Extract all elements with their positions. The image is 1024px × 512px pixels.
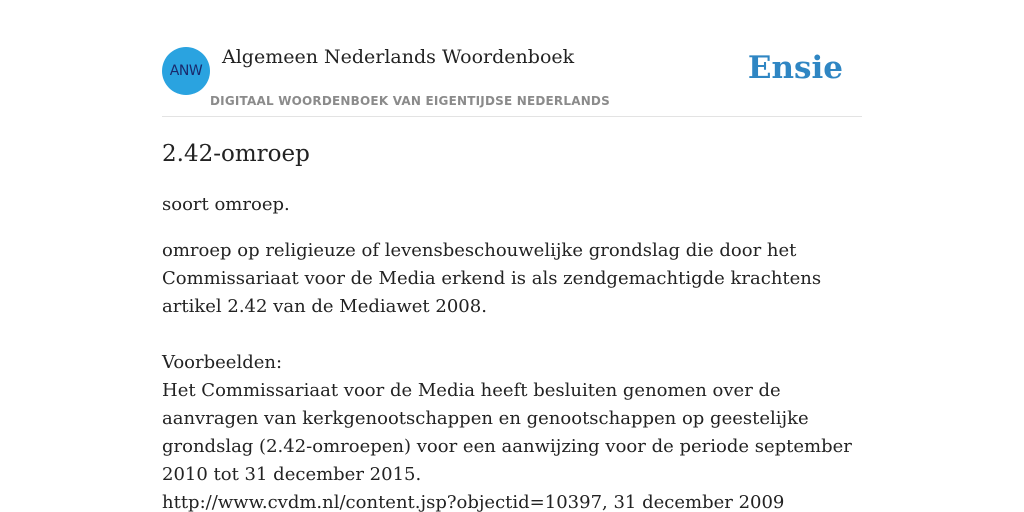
examples-label: Voorbeelden: bbox=[162, 352, 283, 373]
logo-text: ANW bbox=[169, 63, 203, 79]
anw-logo[interactable] bbox=[162, 47, 210, 95]
example-source: http://www.cvdm.nl/content.jsp?objectid=10397, 31 december 2009 bbox=[162, 492, 785, 512]
site-subtitle: DIGITAAL WOORDENBOEK VAN EIGENTIJDSE NEDERLANDS bbox=[210, 94, 610, 108]
short-definition: soort omroep. bbox=[162, 194, 290, 215]
ensie-brand-logo[interactable]: Ensie bbox=[747, 50, 843, 86]
entry-headword: 2.42-omroep bbox=[162, 141, 310, 167]
example-text: Het Commissariaat voor de Media heeft besluiten genomen over de aanvragen van kerkgenootschappen en genootschappen op geestelijke grondslag (2.42-omroepen) voor een aanwijzing voor de periode september 2010 tot 31 december 2015. bbox=[162, 380, 852, 485]
site-header bbox=[162, 40, 862, 117]
entry-content bbox=[162, 139, 862, 512]
site-title[interactable]: Algemeen Nederlands Woordenboek bbox=[222, 46, 575, 68]
full-definition: omroep op religieuze of levensbeschouwelijke grondslag die door het Commissariaat voor de Media erkend is als zendgemachtigde krachtens artikel 2.42 van de Mediawet 2008. bbox=[162, 240, 822, 317]
